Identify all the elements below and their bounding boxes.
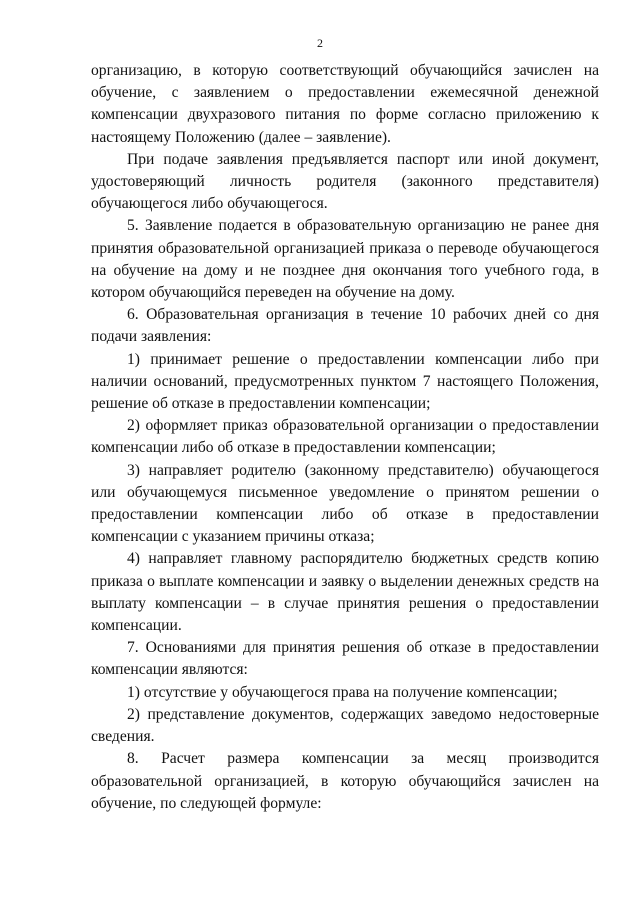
list-item: 3) направляет родителю (законному представителю) обучающегося или обучающемуся письменное уведомление о принятом решении о предоставлении компенсации либо об отказе в предоставлении компенсации с указанием причины отказа;: [91, 461, 599, 546]
document-body: [91, 60, 599, 815]
list-item: 2) представление документов, содержащих заведомо недостоверные сведения.: [91, 705, 599, 746]
page-number: 2: [317, 36, 323, 50]
paragraph: 8. Расчет размера компенсации за месяц производится образовательной организацией, в которую обучающийся зачислен на обучение, по следующей формуле:: [91, 750, 599, 812]
paragraph: организацию, в которую соответствующий обучающийся зачислен на обучение, с заявлением о предоставлении ежемесячной денежной компенсации двухразового питания по форме согласно приложению к настоящему Положению (далее – заявление).: [91, 62, 599, 146]
paragraph: При подаче заявления предъявляется паспорт или иной документ, удостоверяющий личность родителя (законного представителя) обучающегося либо обучающегося.: [91, 150, 599, 213]
paragraph: 6. Образовательная организация в течение 10 рабочих дней со дня подачи заявления:: [91, 306, 599, 346]
list-item: 1) принимает решение о предоставлении компенсации либо при наличии оснований, предусмотренных пунктом 7 настоящего Положения, решение об отказе в предоставлении компенсации;: [91, 350, 599, 413]
list-item: 1) отсутствие у обучающегося права на получение компенсации;: [127, 683, 558, 701]
paragraph: 5. Заявление подается в образовательную организацию не ранее дня принятия образовательной организацией приказа о переводе обучающегося на обучение на дому и не позднее дня окончания того учебного года, в котором обучающийся переведен на обучение на дому.: [91, 217, 599, 302]
list-item: 4) направляет главному распорядителю бюджетных средств копию приказа о выплате компенсации и заявку о выделении денежных средств на выплату компенсации – в случае принятия решения о предоставлении компенсации.: [91, 550, 599, 635]
paragraph: 7. Основаниями для принятия решения об отказе в предоставлении компенсации являются:: [91, 639, 599, 679]
list-item: 2) оформляет приказ образовательной организации о предоставлении компенсации либо об отказе в предоставлении компенсации;: [91, 417, 599, 457]
